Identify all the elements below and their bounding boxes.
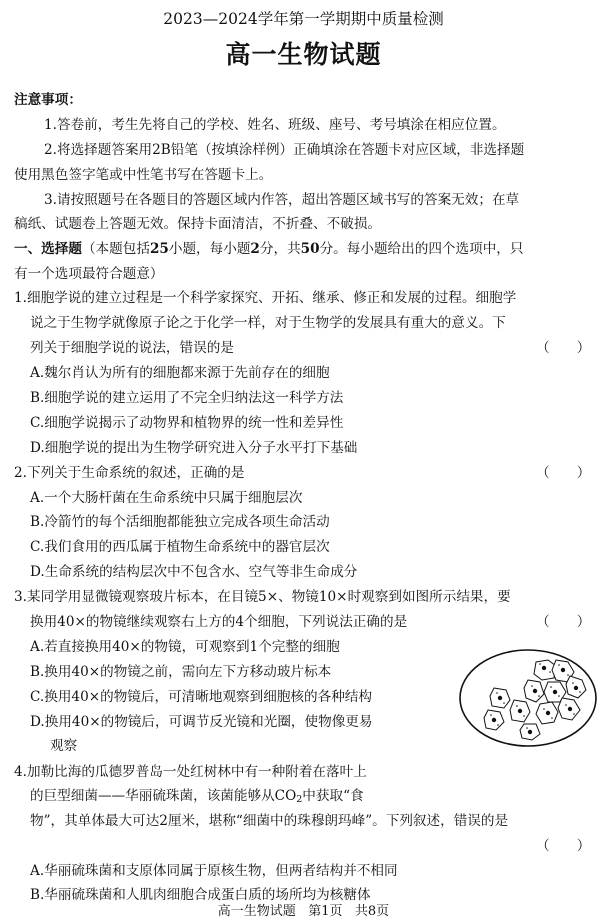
q1-stem-line-3: 列关于细胞学说的说法，错误的是 — [30, 340, 234, 356]
page-footer — [0, 905, 607, 918]
q3-stem-line-1: 3.某同学用显微镜观察玻片标本，在目镜5×、物镜10×时观察到如图所示结果，要 — [14, 589, 511, 605]
q1-option-d: D.细胞学说的提出为生物学研究进入分子水平打下基础 — [30, 440, 358, 456]
q3-option-b: B.换用40×的物镜之前，需向左下方移动玻片标本 — [30, 664, 332, 680]
notes-title: 注意事项： — [14, 92, 82, 108]
q2-option-a: A.一个大肠杆菌在生命系统中只属于细胞层次 — [30, 490, 303, 506]
q3-option-d: D.换用40×的物镜后，可调节反光镜和光圈，使物像更易 — [30, 714, 373, 730]
q4-stem-line-2 — [30, 790, 364, 804]
section-intro-line2: 有一个选项最符合题意） — [14, 266, 164, 282]
q1-option-c: C.细胞学说揭示了动物界和植物界的统一性和差异性 — [30, 415, 344, 431]
footer-page-number: 第1页 — [308, 904, 343, 919]
q2-option-b: B.冷箭竹的每个活细胞都能独立完成各项生命活动 — [30, 514, 330, 530]
q1-answer-bracket: （ ） — [536, 340, 591, 356]
note-line-5: 稿纸、试题卷上答题无效。保持卡面清洁，不折叠、不破损。 — [14, 216, 382, 232]
q4-stem-line-2-text: 的巨型细菌——华丽硫珠菌，该菌能够从CO — [30, 788, 297, 804]
points-each: 2 — [250, 241, 260, 257]
q4-stem-line-3: 物”，其单体最大可达2厘米，堪称“细菌中的珠穆朗玛峰”。下列叙述，错误的是 — [30, 813, 509, 829]
co2-subscript: 2 — [296, 793, 303, 805]
note-line-1: 1.答卷前，考生先将自己的学校、姓名、班级、座号、考号填涂在相应位置。 — [44, 117, 506, 133]
q3-answer-bracket: （ ） — [536, 614, 591, 630]
question-count: 25 — [149, 241, 169, 257]
q1-stem-line-1: 1.细胞学说的建立过程是一个科学家探究、开拓、继承、修正和发展的过程。细胞学 — [14, 290, 517, 306]
q4-stem-line-1: 4.加勒比海的瓜德罗普岛一处红树林中有一种附着在落叶上 — [14, 764, 367, 780]
footer-subject: 高一生物试题 — [217, 904, 296, 919]
section-intro-d: 分。每小题给出的四个选项中，只 — [319, 241, 524, 257]
footer-total-pages: 共8页 — [354, 904, 390, 919]
note-line-2: 2.将选择题答案用2B铅笔（按填涂样例）正确填涂在答题卡对应区域，非选择题 — [44, 142, 525, 158]
q4-answer-bracket: （ ） — [536, 838, 591, 854]
microscope-view-figure — [458, 648, 598, 748]
q1-stem-line-2: 说之于生物学就像原子论之于化学一样，对于生物学的发展具有重大的意义。下 — [30, 315, 506, 331]
section-intro-b: 小题，每小题 — [168, 241, 251, 257]
q2-answer-bracket: （ ） — [536, 465, 591, 481]
q2-option-c: C.我们食用的西瓜属于植物生命系统中的器官层次 — [30, 539, 330, 555]
section-intro-c: 分，共 — [259, 241, 301, 257]
q3-option-a: A.若直接换用40×的物镜，可观察到1个完整的细胞 — [30, 639, 340, 655]
section-heading: 一、选择题 — [14, 241, 82, 257]
note-line-4: 3.请按照题号在各题目的答题区域内作答，超出答题区域书写的答案无效；在草 — [44, 192, 520, 208]
q1-option-b: B.细胞学说的建立运用了不完全归纳法这一科学方法 — [30, 390, 344, 406]
points-total: 50 — [300, 241, 320, 257]
q1-option-a: A.魏尔肖认为所有的细胞都来源于先前存在的细胞 — [30, 365, 330, 381]
q3-option-d-cont: 观察 — [50, 738, 78, 754]
exam-title: 高一生物试题 — [225, 40, 382, 69]
q3-stem-line-2: 换用40×的物镜继续观察右上方的4个细胞，下列说法正确的是 — [30, 614, 408, 630]
q4-option-a: A.华丽硫珠菌和支原体同属于原核生物，但两者结构并不相同 — [30, 863, 398, 879]
section-heading-line — [14, 243, 524, 257]
q4-option-b: B.华丽硫珠菌和人肌肉细胞合成蛋白质的场所均为核糖体 — [30, 887, 371, 903]
exam-name: 2023—2024学年第一学期期中质量检测 — [163, 10, 444, 28]
q3-option-c: C.换用40×的物镜后，可清晰地观察到细胞核的各种结构 — [30, 689, 372, 705]
q4-stem-line-2-tail: 中获取“食 — [302, 788, 364, 804]
note-line-3: 使用黑色签字笔或中性笔书写在答题卡上。 — [14, 167, 273, 183]
q2-stem: 2.下列关于生命系统的叙述，正确的是 — [14, 465, 245, 481]
q2-option-d: D.生命系统的结构层次中不包含水、空气等非生命成分 — [30, 564, 358, 580]
section-intro-a: （本题包括 — [81, 241, 150, 257]
